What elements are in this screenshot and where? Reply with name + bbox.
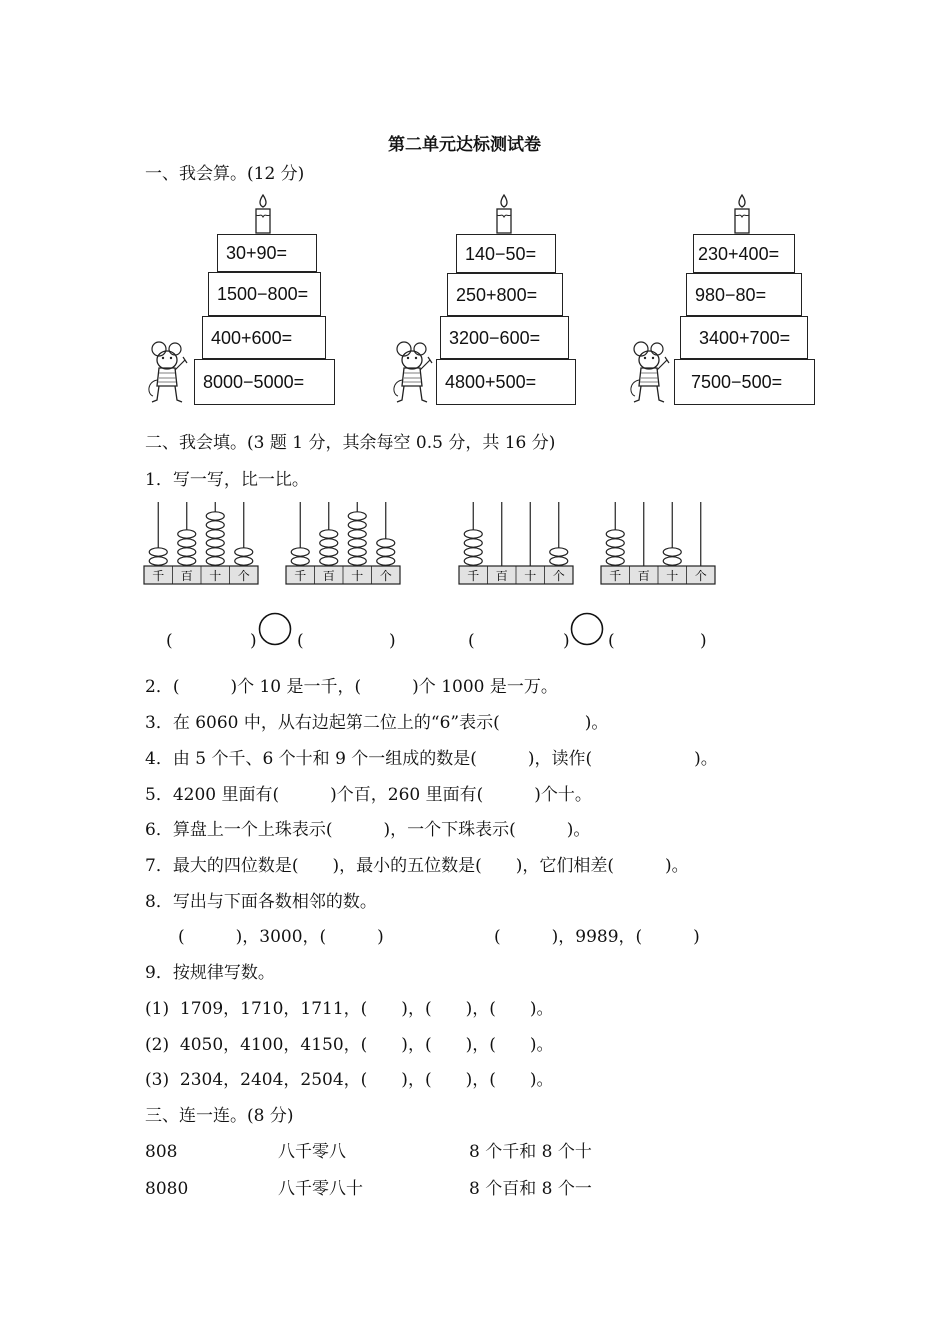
abacus-bead	[464, 557, 482, 565]
abacus-bead	[178, 530, 196, 538]
question-9-3: (3) 2304，2404，2504，( )，( )，( )。	[145, 1070, 554, 1090]
abacus-bead	[178, 539, 196, 547]
abacus-place-label: 个	[237, 569, 250, 583]
cake-3-row-2: 980−80=	[686, 273, 802, 316]
answer-blank-close: )	[563, 631, 570, 651]
abacus-bead	[377, 557, 395, 565]
answer-blank-close: )	[700, 631, 707, 651]
question-1: 1．写一写，比一比。	[145, 470, 309, 490]
abacus-bead	[348, 548, 366, 556]
abacus-3	[458, 500, 576, 590]
question-6: 6．算盘上一个上珠表示( )，一个下珠表示( )。	[145, 820, 591, 840]
abacus-place-label: 十	[524, 569, 537, 583]
abacus-bead	[235, 557, 253, 565]
abacus-bead	[550, 557, 568, 565]
abacus-place-label: 十	[209, 569, 222, 583]
abacus-bead	[206, 521, 224, 529]
cake-2-row-2: 250+800=	[447, 273, 563, 316]
abacus-place-label: 个	[379, 569, 392, 583]
match-left-1[interactable]: 808	[145, 1142, 178, 1162]
abacus-bead	[206, 548, 224, 556]
answer-blank-open: (	[297, 631, 304, 651]
candle-icon	[732, 193, 752, 235]
question-8-a: ( )，3000，( )	[178, 927, 384, 947]
abacus-1	[143, 500, 261, 590]
question-4: 4．由 5 个千、6 个十和 9 个一组成的数是( )，读作( )。	[145, 749, 718, 769]
compare-circle[interactable]	[570, 612, 604, 646]
match-left-2[interactable]: 8080	[145, 1179, 189, 1199]
abacus-bead	[206, 557, 224, 565]
question-3: 3．在 6060 中，从右边起第二位上的“6”表示( )。	[145, 713, 609, 733]
compare-circle[interactable]	[258, 612, 292, 646]
abacus-bead	[348, 512, 366, 520]
abacus-place-label: 千	[152, 569, 165, 583]
abacus-bead	[464, 539, 482, 547]
cake-3-row-3: 3400+700=	[680, 316, 808, 359]
question-7: 7．最大的四位数是( )，最小的五位数是( )，它们相差( )。	[145, 856, 689, 876]
abacus-bead	[320, 530, 338, 538]
answer-blank-open: (	[166, 631, 173, 651]
cake-1-row-4: 8000−5000=	[194, 359, 335, 405]
match-right-1[interactable]: 8 个千和 8 个十	[469, 1142, 592, 1162]
abacus-bead	[377, 539, 395, 547]
abacus-bead	[320, 548, 338, 556]
abacus-bead	[291, 548, 309, 556]
question-9-1: (1) 1709，1710，1711，( )，( )，( )。	[145, 999, 554, 1019]
question-5: 5．4200 里面有( )个百，260 里面有( )个十。	[145, 785, 592, 805]
question-9-2: (2) 4050，4100，4150，( )，( )，( )。	[145, 1035, 554, 1055]
abacus-bead	[377, 548, 395, 556]
answer-blank-open: (	[468, 631, 475, 651]
abacus-bead	[606, 557, 624, 565]
cake-3-row-4: 7500−500=	[674, 359, 815, 405]
abacus-bead	[663, 557, 681, 565]
abacus-bead	[206, 530, 224, 538]
abacus-bead	[464, 530, 482, 538]
abacus-bead	[464, 548, 482, 556]
abacus-bead	[606, 539, 624, 547]
abacus-bead	[206, 539, 224, 547]
abacus-place-label: 百	[322, 569, 335, 583]
match-right-2[interactable]: 8 个百和 8 个一	[469, 1179, 592, 1199]
abacus-bead	[348, 557, 366, 565]
cake-2-row-4: 4800+500=	[436, 359, 576, 405]
abacus-place-label: 十	[666, 569, 679, 583]
abacus-place-label: 个	[552, 569, 565, 583]
candle-icon	[253, 193, 273, 235]
question-8: 8．写出与下面各数相邻的数。	[145, 892, 377, 912]
section-2-heading: 二、我会填。(3 题 1 分，其余每空 0.5 分，共 16 分)	[145, 433, 556, 453]
candle-icon	[494, 193, 514, 235]
mouse-icon	[627, 340, 671, 405]
abacus-bead	[320, 557, 338, 565]
abacus-bead	[235, 548, 253, 556]
abacus-bead	[606, 530, 624, 538]
abacus-bead	[291, 557, 309, 565]
abacus-bead	[663, 548, 681, 556]
match-mid-2[interactable]: 八千零八十	[278, 1179, 363, 1199]
abacus-place-label: 千	[294, 569, 307, 583]
mouse-icon	[390, 340, 434, 405]
cake-2-row-1: 140−50=	[456, 234, 556, 273]
abacus-2	[285, 500, 403, 590]
answer-blank-open: (	[608, 631, 615, 651]
abacus-place-label: 千	[467, 569, 480, 583]
abacus-bead	[178, 548, 196, 556]
cake-1-row-1: 30+90=	[217, 234, 317, 272]
abacus-bead	[206, 512, 224, 520]
section-3-heading: 三、连一连。(8 分)	[145, 1106, 294, 1126]
answer-blank-close: )	[250, 631, 257, 651]
cake-1-row-2: 1500−800=	[208, 272, 321, 316]
page-title: 第二单元达标测试卷	[388, 135, 541, 155]
abacus-place-label: 千	[609, 569, 622, 583]
question-2: 2．( )个 10 是一千，( )个 1000 是一万。	[145, 677, 558, 697]
question-9: 9．按规律写数。	[145, 963, 275, 983]
abacus-place-label: 百	[180, 569, 193, 583]
abacus-bead	[348, 521, 366, 529]
abacus-place-label: 百	[495, 569, 508, 583]
cake-2-row-3: 3200−600=	[440, 316, 569, 359]
abacus-place-label: 十	[351, 569, 364, 583]
question-8-b: ( )，9989，( )	[494, 927, 700, 947]
abacus-bead	[348, 530, 366, 538]
answer-blank-close: )	[389, 631, 396, 651]
abacus-bead	[320, 539, 338, 547]
cake-3-row-1: 230+400=	[693, 234, 795, 273]
abacus-4	[600, 500, 718, 590]
section-1-heading: 一、我会算。(12 分)	[145, 164, 305, 184]
mouse-icon	[145, 340, 189, 405]
abacus-bead	[606, 548, 624, 556]
abacus-bead	[149, 548, 167, 556]
cake-1-row-3: 400+600=	[202, 316, 326, 359]
abacus-bead	[149, 557, 167, 565]
abacus-bead	[178, 557, 196, 565]
abacus-bead	[550, 548, 568, 556]
abacus-place-label: 个	[694, 569, 707, 583]
abacus-place-label: 百	[637, 569, 650, 583]
match-mid-1[interactable]: 八千零八	[278, 1142, 346, 1162]
abacus-bead	[348, 539, 366, 547]
